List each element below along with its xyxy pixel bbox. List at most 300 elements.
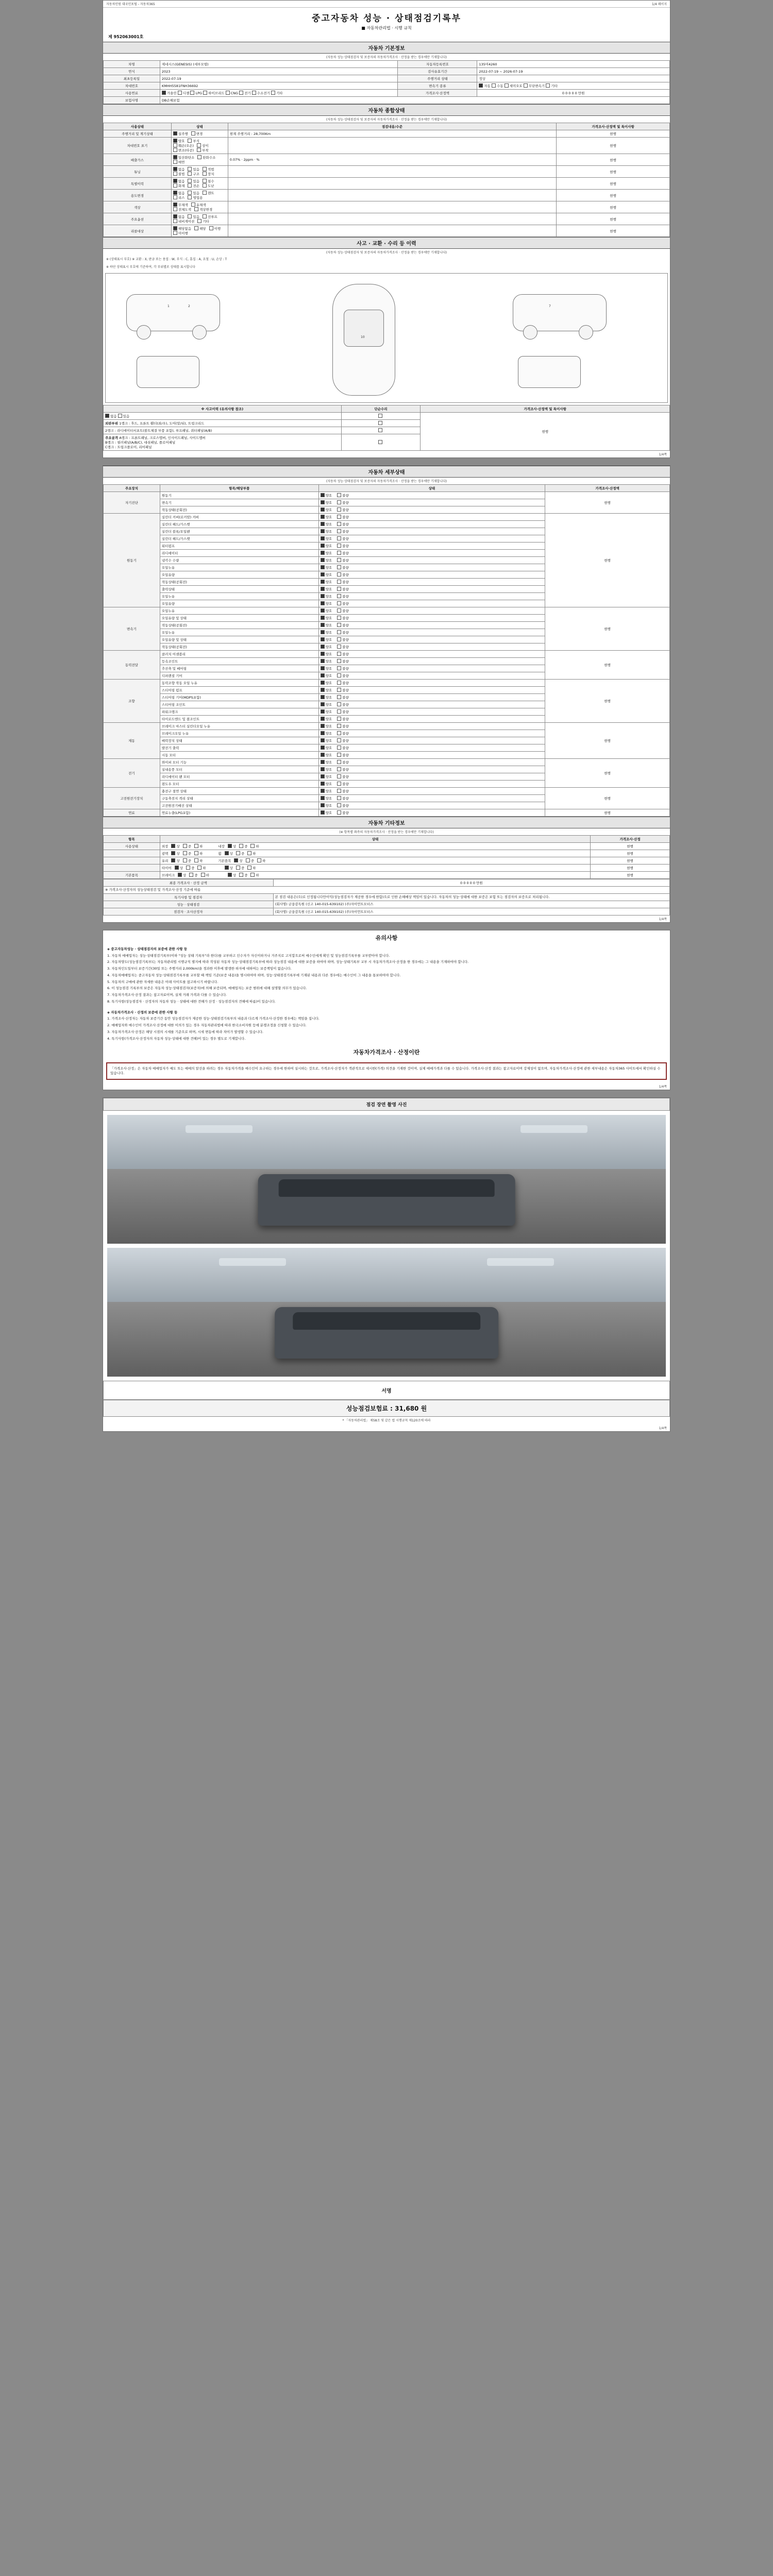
status-opt-0[interactable] bbox=[321, 638, 332, 642]
grade-opt-2[interactable] bbox=[194, 844, 203, 849]
detail-status bbox=[318, 528, 545, 535]
status-opt-0[interactable] bbox=[321, 732, 332, 736]
other-values bbox=[160, 850, 590, 857]
state-opt-2[interactable] bbox=[203, 215, 217, 219]
status-opt-1[interactable] bbox=[337, 688, 349, 692]
status-opt-0[interactable] bbox=[321, 710, 332, 714]
state-opt-0[interactable] bbox=[173, 203, 188, 207]
detail-col-0: 주요장치 bbox=[104, 485, 160, 492]
status-opt-label: 양호 bbox=[325, 494, 332, 498]
warranty-title: 특기사항 및 점검자 bbox=[104, 893, 274, 901]
status-opt-1[interactable] bbox=[337, 501, 349, 505]
state-options bbox=[171, 178, 228, 190]
state-value: 현재 주행거리 : 28,700Km bbox=[228, 130, 556, 138]
detail-status bbox=[318, 593, 545, 600]
grade-opt-0[interactable] bbox=[171, 859, 179, 863]
state-opt-1[interactable] bbox=[191, 203, 206, 207]
status-opt-0[interactable] bbox=[321, 558, 332, 563]
detail-note: 현행 bbox=[545, 759, 670, 788]
status-opt-1[interactable] bbox=[337, 616, 349, 620]
status-opt-label: 불량 bbox=[342, 732, 349, 736]
grade-opt-1[interactable] bbox=[186, 866, 194, 870]
fuel-opt-7[interactable]: 기타 bbox=[271, 91, 283, 95]
status-opt-label: 불량 bbox=[342, 796, 349, 801]
inspection-fee: 성능점검보험료 : 31,680 원 bbox=[103, 1400, 670, 1417]
status-opt-0[interactable] bbox=[321, 544, 332, 548]
row-value-2: 정상 bbox=[477, 75, 670, 82]
status-opt-0[interactable] bbox=[321, 667, 332, 671]
state-opt-4[interactable] bbox=[188, 172, 199, 176]
status-opt-0[interactable] bbox=[321, 782, 332, 786]
status-opt-0[interactable] bbox=[321, 595, 332, 599]
status-opt-label: 불량 bbox=[342, 710, 349, 714]
fuel-opt-2[interactable]: LPG bbox=[190, 91, 202, 95]
state-opt-1[interactable] bbox=[188, 179, 199, 183]
state-opt-0[interactable] bbox=[173, 191, 185, 195]
simple-repair-cell[interactable] bbox=[341, 413, 421, 420]
state-opt-1[interactable] bbox=[188, 167, 199, 172]
grade-opt-0[interactable] bbox=[225, 866, 233, 870]
status-opt-0[interactable] bbox=[321, 674, 332, 678]
sheet-three bbox=[103, 930, 670, 1090]
status-opt-1[interactable] bbox=[337, 746, 349, 750]
state-opt-2[interactable] bbox=[203, 191, 214, 195]
status-opt-0[interactable] bbox=[321, 659, 332, 664]
detail-item: 클러치 어셈블리 bbox=[160, 651, 318, 658]
state-opt-2[interactable] bbox=[209, 227, 221, 231]
status-opt-label: 불량 bbox=[342, 494, 349, 498]
other-values bbox=[160, 843, 590, 850]
state-opt-1[interactable] bbox=[194, 227, 206, 231]
other-field bbox=[218, 852, 259, 856]
state-opt-1[interactable] bbox=[188, 191, 199, 195]
status-opt-1[interactable] bbox=[337, 811, 349, 815]
grade-opt-2[interactable] bbox=[247, 866, 256, 870]
detail-status bbox=[318, 672, 545, 680]
state-opt-0[interactable] bbox=[173, 215, 185, 219]
trans-opt-1[interactable]: 수동 bbox=[492, 84, 503, 88]
state-opt-2[interactable] bbox=[173, 208, 191, 212]
state-opt-4[interactable] bbox=[173, 148, 194, 152]
legal-item: 6. 이 성능점검 기록부의 보증은 자동차 성능·상태점검자(보증자)에 의해 보증되며, 매매업자는 보증 범위에 대해 설명할 의무가 있습니다. bbox=[107, 986, 307, 991]
photo-caption: 점검 장면 촬영 사진 bbox=[103, 1098, 670, 1111]
grade-opt-1[interactable] bbox=[183, 852, 191, 856]
state-opt-label: 유채색 bbox=[196, 203, 206, 207]
status-opt-1[interactable] bbox=[337, 530, 349, 534]
status-opt-0[interactable] bbox=[321, 551, 332, 555]
total-note: ※ 가격조사·산정자의 성능상태점검 및 가격조사·산정 기준에 따름 bbox=[104, 887, 670, 894]
status-opt-0[interactable] bbox=[321, 768, 332, 772]
fuel-opt-5[interactable]: 전기 bbox=[239, 91, 251, 95]
state-opt-0[interactable] bbox=[173, 139, 185, 143]
state-opt-1[interactable] bbox=[188, 139, 199, 143]
state-opt-label: 기타 bbox=[203, 219, 209, 224]
trans-opt-4[interactable]: 기타 bbox=[546, 84, 558, 88]
status-opt-1[interactable] bbox=[337, 580, 349, 584]
state-opt-label: 리스 bbox=[178, 196, 185, 200]
state-opt-1[interactable] bbox=[197, 156, 215, 160]
status-opt-label: 불량 bbox=[342, 652, 349, 656]
state-opt-0[interactable] bbox=[173, 156, 194, 160]
fuel-opt-1[interactable]: 디젤 bbox=[178, 91, 190, 95]
status-opt-1[interactable] bbox=[337, 667, 349, 671]
grade-opt-1[interactable] bbox=[189, 873, 197, 877]
status-opt-label: 불량 bbox=[342, 717, 349, 721]
grade-opt-label: 상 bbox=[176, 844, 180, 849]
state-note: 현행 bbox=[557, 130, 670, 138]
detail-item: 라디에이터 팬 모터 bbox=[160, 773, 318, 781]
status-opt-1[interactable] bbox=[337, 696, 349, 700]
state-options bbox=[171, 201, 228, 213]
col-header-2: 점검내용/수준 bbox=[228, 123, 556, 130]
grade-opt-1[interactable] bbox=[239, 873, 247, 877]
legal-item: 7. 자동차가격조사·산정 결과는 참고자료이며, 실제 거래 가격과 다를 수 있습니다. bbox=[107, 993, 227, 997]
status-opt-0[interactable] bbox=[321, 645, 332, 649]
status-opt-1[interactable] bbox=[337, 595, 349, 599]
wheel-rear-right bbox=[579, 325, 593, 340]
state-opt-label: 훼손(오손) bbox=[178, 144, 194, 148]
grade-opt-label: 하 bbox=[253, 852, 256, 856]
status-opt-0[interactable] bbox=[321, 616, 332, 620]
grade-opt-1[interactable] bbox=[236, 852, 244, 856]
state-opt-0[interactable] bbox=[173, 179, 185, 183]
state-opt-label: 선루프 bbox=[208, 215, 217, 219]
detail-note: 현행 bbox=[545, 680, 670, 723]
state-opt-2[interactable] bbox=[203, 179, 214, 183]
status-opt-0[interactable] bbox=[321, 724, 332, 728]
grade-opt-2[interactable] bbox=[201, 873, 209, 877]
row-value: DB손해보험 bbox=[160, 97, 669, 104]
status-opt-label: 불량 bbox=[342, 724, 349, 728]
grade-opt-2[interactable] bbox=[197, 866, 206, 870]
status-opt-1[interactable] bbox=[337, 703, 349, 707]
status-opt-label: 양호 bbox=[325, 537, 332, 541]
status-opt-label: 양호 bbox=[325, 595, 332, 599]
status-opt-0[interactable] bbox=[321, 580, 332, 584]
status-opt-1[interactable] bbox=[337, 544, 349, 548]
inspector-value: (회사명) 금융감독원 (신고 140-015-639102) (주)자이언트모터스 bbox=[273, 901, 669, 908]
status-opt-1[interactable] bbox=[337, 558, 349, 563]
state-opt-0[interactable] bbox=[173, 167, 185, 172]
detail-status bbox=[318, 557, 545, 564]
grade-opt-1[interactable] bbox=[246, 859, 254, 863]
state-opt-5[interactable] bbox=[203, 184, 214, 188]
status-opt-0[interactable] bbox=[321, 631, 332, 635]
status-opt-1[interactable] bbox=[337, 566, 349, 570]
state-note: 현행 bbox=[557, 166, 670, 178]
status-opt-1[interactable] bbox=[337, 724, 349, 728]
other-values bbox=[160, 865, 590, 872]
detail-status bbox=[318, 514, 545, 521]
detail-item: 오일유량 bbox=[160, 571, 318, 579]
grade-opt-label: 상 bbox=[229, 852, 233, 856]
trans-opt-2[interactable]: 세미오토 bbox=[505, 84, 523, 88]
rank1-items: 후드, 프론트 휀더(좌/우), 도어(앞/뒤), 트렁크리드 bbox=[131, 421, 205, 426]
state-opt-label: 해당 bbox=[199, 227, 206, 231]
grade-opt-0[interactable] bbox=[225, 852, 233, 856]
detail-group: 동력전달 bbox=[104, 651, 160, 680]
status-opt-0[interactable] bbox=[321, 587, 332, 591]
status-opt-1[interactable] bbox=[337, 775, 349, 779]
status-opt-label: 불량 bbox=[342, 609, 349, 613]
detail-item: 배력장치 상태 bbox=[160, 737, 318, 744]
table-row bbox=[104, 213, 670, 225]
status-opt-0[interactable] bbox=[321, 681, 332, 685]
other-note: 현행 bbox=[591, 857, 670, 865]
detail-status bbox=[318, 687, 545, 694]
status-opt-1[interactable] bbox=[337, 760, 349, 765]
status-opt-1[interactable] bbox=[337, 739, 349, 743]
detail-item: 타이로드엔드 및 볼조인트 bbox=[160, 716, 318, 723]
frame-a-items: 프론트패널, 크로스멤버, 인사이드패널, 사이드멤버 bbox=[131, 436, 206, 440]
status-opt-label: 양호 bbox=[325, 566, 332, 570]
status-opt-1[interactable] bbox=[337, 659, 349, 664]
state-note: 현행 bbox=[557, 213, 670, 225]
detail-item: 윈도우 모터 bbox=[160, 781, 318, 788]
grade-opt-2[interactable] bbox=[257, 859, 265, 863]
state-opt-3[interactable] bbox=[173, 231, 188, 235]
detail-status bbox=[318, 730, 545, 737]
status-opt-label: 불량 bbox=[342, 681, 349, 685]
state-opt-label: 색상변경 bbox=[199, 208, 213, 212]
table-row bbox=[104, 809, 670, 817]
accident-opt-0[interactable]: 없음 bbox=[105, 414, 117, 418]
status-opt-0[interactable] bbox=[321, 515, 332, 519]
status-opt-0[interactable] bbox=[321, 573, 332, 577]
accident-header: ※ 사고이력 (유의사항 참조) bbox=[104, 405, 342, 413]
status-opt-1[interactable] bbox=[337, 753, 349, 757]
grade-opt-1[interactable] bbox=[239, 844, 247, 849]
status-opt-label: 양호 bbox=[325, 804, 332, 808]
state-opt-1[interactable] bbox=[188, 215, 199, 219]
grade-opt-0[interactable] bbox=[228, 844, 236, 849]
status-opt-0[interactable] bbox=[321, 609, 332, 613]
status-opt-1[interactable] bbox=[337, 515, 349, 519]
state-opt-4[interactable] bbox=[188, 196, 203, 200]
legal-head-2: ◈ 자동차가격조사 · 산정의 보증에 관한 사항 등 bbox=[107, 1010, 178, 1014]
status-opt-0[interactable] bbox=[321, 760, 332, 765]
detail-status bbox=[318, 665, 545, 672]
fuel-opt-4[interactable]: CNG bbox=[226, 91, 238, 95]
grade-opt-2[interactable] bbox=[194, 859, 203, 863]
fuel-opt-0[interactable]: 가솔린 bbox=[162, 91, 177, 95]
status-opt-0[interactable] bbox=[321, 804, 332, 808]
trans-opt-0[interactable]: 자동 bbox=[479, 84, 491, 88]
status-opt-0[interactable] bbox=[321, 494, 332, 498]
table-row bbox=[104, 843, 670, 850]
status-opt-1[interactable] bbox=[337, 623, 349, 628]
page-title: 중고자동차 성능 · 상태점검기록부 bbox=[311, 13, 462, 24]
state-opt-2[interactable] bbox=[173, 144, 194, 148]
grade-opt-2[interactable] bbox=[247, 852, 256, 856]
status-opt-1[interactable] bbox=[337, 645, 349, 649]
state-opt-1[interactable] bbox=[191, 132, 203, 136]
table-row bbox=[104, 514, 670, 521]
grade-opt-0[interactable] bbox=[228, 873, 236, 877]
legal-block-1 bbox=[103, 945, 670, 1008]
outer-parts-check[interactable] bbox=[341, 420, 421, 427]
table-row bbox=[104, 130, 670, 138]
status-opt-0[interactable] bbox=[321, 775, 332, 779]
grade-opt-label: 중 bbox=[194, 873, 198, 877]
status-opt-1[interactable] bbox=[337, 732, 349, 736]
status-opt-0[interactable] bbox=[321, 789, 332, 793]
status-opt-label: 양호 bbox=[325, 631, 332, 635]
detail-item: 스티어링 조인트 bbox=[160, 701, 318, 708]
status-opt-1[interactable] bbox=[337, 638, 349, 642]
detail-item: 시동 모터 bbox=[160, 752, 318, 759]
status-opt-label: 불량 bbox=[342, 587, 349, 591]
status-opt-0[interactable] bbox=[321, 508, 332, 512]
table-row bbox=[104, 879, 670, 887]
status-opt-0[interactable] bbox=[321, 739, 332, 743]
status-opt-1[interactable] bbox=[337, 804, 349, 808]
detail-group: 제동 bbox=[104, 723, 160, 759]
detail-item: 작동상태(공회전) bbox=[160, 579, 318, 586]
fuel-opt-3[interactable]: 하이브리드 bbox=[203, 91, 224, 95]
status-opt-0[interactable] bbox=[321, 602, 332, 606]
grade-opt-label: 상 bbox=[176, 852, 180, 856]
grade-opt-2[interactable] bbox=[250, 873, 259, 877]
status-opt-1[interactable] bbox=[337, 768, 349, 772]
detail-col-2: 상태 bbox=[318, 485, 545, 492]
grade-opt-1[interactable] bbox=[236, 866, 244, 870]
status-opt-0[interactable] bbox=[321, 753, 332, 757]
status-opt-label: 양호 bbox=[325, 530, 332, 534]
state-opt-label: 있음 bbox=[193, 191, 199, 195]
status-opt-0[interactable] bbox=[321, 696, 332, 700]
status-opt-label: 양호 bbox=[325, 645, 332, 649]
state-opt-4[interactable] bbox=[188, 184, 199, 188]
state-opt-3[interactable] bbox=[197, 144, 209, 148]
status-opt-0[interactable] bbox=[321, 537, 332, 541]
status-opt-1[interactable] bbox=[337, 631, 349, 635]
row-label-2: 가격조사·산정액 bbox=[398, 90, 477, 97]
status-opt-1[interactable] bbox=[337, 710, 349, 714]
status-opt-label: 양호 bbox=[325, 696, 332, 700]
status-opt-1[interactable] bbox=[337, 587, 349, 591]
detail-status bbox=[318, 550, 545, 557]
grade-opt-0[interactable] bbox=[171, 852, 179, 856]
grade-opt-1[interactable] bbox=[183, 859, 191, 863]
detail-item: 디퍼렌셜 기어 bbox=[160, 672, 318, 680]
status-opt-1[interactable] bbox=[337, 602, 349, 606]
status-opt-0[interactable] bbox=[321, 811, 332, 815]
detail-item: 오일누유 bbox=[160, 607, 318, 615]
status-opt-1[interactable] bbox=[337, 652, 349, 656]
grade-opt-0[interactable] bbox=[234, 859, 242, 863]
table-row bbox=[104, 872, 670, 879]
grade-opt-2[interactable] bbox=[250, 844, 259, 849]
state-opt-5[interactable] bbox=[197, 148, 209, 152]
status-opt-0[interactable] bbox=[321, 501, 332, 505]
grade-opt-1[interactable] bbox=[183, 844, 191, 849]
state-opt-0[interactable] bbox=[173, 132, 188, 136]
total-label: 최종 가격조사 · 산정 금액 bbox=[104, 879, 274, 887]
status-opt-label: 불량 bbox=[342, 595, 349, 599]
frame-parts-check[interactable] bbox=[341, 434, 421, 451]
overall-rows bbox=[104, 130, 670, 237]
status-opt-1[interactable] bbox=[337, 789, 349, 793]
status-opt-0[interactable] bbox=[321, 717, 332, 721]
grade-opt-0[interactable] bbox=[171, 844, 179, 849]
state-opt-2[interactable] bbox=[203, 167, 214, 172]
detail-status bbox=[318, 795, 545, 802]
inspector-label: 성능 · 상태점검 bbox=[104, 901, 274, 908]
accident-opt-1[interactable]: 있음 bbox=[118, 414, 130, 418]
detail-status bbox=[318, 600, 545, 607]
status-opt-0[interactable] bbox=[321, 652, 332, 656]
grade-opt-label: 중 bbox=[244, 844, 248, 849]
grade-opt-label: 중 bbox=[188, 844, 192, 849]
state-opt-3[interactable] bbox=[194, 208, 212, 212]
status-opt-1[interactable] bbox=[337, 782, 349, 786]
state-note: 현행 bbox=[557, 178, 670, 190]
status-opt-0[interactable] bbox=[321, 746, 332, 750]
state-opt-3[interactable] bbox=[173, 219, 194, 224]
state-opt-label: 불법 bbox=[178, 172, 185, 176]
status-opt-1[interactable] bbox=[337, 674, 349, 678]
status-opt-0[interactable] bbox=[321, 530, 332, 534]
status-opt-1[interactable] bbox=[337, 494, 349, 498]
status-opt-0[interactable] bbox=[321, 623, 332, 628]
state-options bbox=[171, 154, 228, 166]
state-opt-3[interactable] bbox=[173, 172, 185, 176]
state-opt-3[interactable] bbox=[173, 184, 185, 188]
state-opt-2[interactable] bbox=[173, 160, 185, 164]
other-field bbox=[162, 873, 212, 877]
fuel-opt-6[interactable]: 수소전기 bbox=[252, 91, 270, 95]
status-opt-1[interactable] bbox=[337, 522, 349, 527]
state-opt-5[interactable] bbox=[203, 172, 214, 176]
status-opt-1[interactable] bbox=[337, 551, 349, 555]
status-opt-0[interactable] bbox=[321, 796, 332, 801]
row-label: 보험사명 bbox=[104, 97, 160, 104]
status-opt-0[interactable] bbox=[321, 688, 332, 692]
doc-title-block bbox=[103, 8, 670, 32]
status-opt-0[interactable] bbox=[321, 703, 332, 707]
grade-opt-2[interactable] bbox=[194, 852, 203, 856]
status-opt-1[interactable] bbox=[337, 796, 349, 801]
status-opt-1[interactable] bbox=[337, 681, 349, 685]
detail-status bbox=[318, 571, 545, 579]
section1-title: 자동차 기본정보 bbox=[103, 42, 670, 54]
status-opt-1[interactable] bbox=[337, 609, 349, 613]
state-opt-label: 탄화수소 bbox=[203, 156, 216, 160]
state-opt-3[interactable] bbox=[173, 196, 185, 200]
status-opt-1[interactable] bbox=[337, 573, 349, 577]
state-opt-0[interactable] bbox=[173, 227, 191, 231]
status-opt-1[interactable] bbox=[337, 508, 349, 512]
state-opt-4[interactable] bbox=[197, 219, 209, 224]
outer-parts-check-2[interactable] bbox=[341, 427, 421, 434]
grade-opt-label: 중 bbox=[188, 859, 192, 863]
overall-state-table bbox=[103, 123, 670, 237]
status-opt-1[interactable] bbox=[337, 537, 349, 541]
grade-opt-0[interactable] bbox=[178, 873, 186, 877]
status-opt-0[interactable] bbox=[321, 566, 332, 570]
inspection-photo-rear bbox=[107, 1248, 666, 1377]
status-opt-1[interactable] bbox=[337, 717, 349, 721]
status-opt-label: 불량 bbox=[342, 544, 349, 548]
status-opt-0[interactable] bbox=[321, 522, 332, 527]
status-opt-label: 양호 bbox=[325, 775, 332, 779]
table-row bbox=[104, 893, 670, 901]
grade-opt-0[interactable] bbox=[175, 866, 183, 870]
car-roof bbox=[344, 310, 384, 347]
trans-opt-3[interactable]: 무단변속기 bbox=[524, 84, 545, 88]
detail-group: 전기 bbox=[104, 759, 160, 788]
